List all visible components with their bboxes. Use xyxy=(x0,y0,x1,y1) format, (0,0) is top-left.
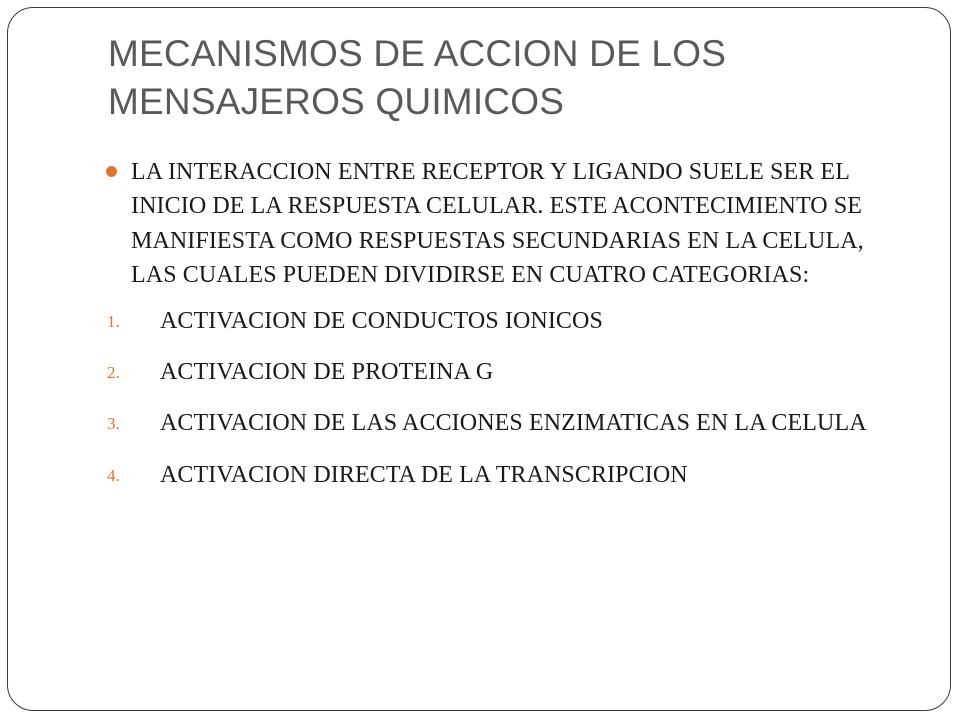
bullet-dot-icon xyxy=(106,166,117,177)
list-item xyxy=(106,458,896,492)
list-item xyxy=(106,304,896,338)
list-number: 1. xyxy=(107,311,120,331)
slide-title: MECANISMOS DE ACCION DE LOS MENSAJEROS QUIMICOS xyxy=(108,33,727,122)
bullet-paragraph xyxy=(106,155,896,293)
list-item xyxy=(106,406,896,440)
list-item-text: ACTIVACION DE CONDUCTOS IONICOS xyxy=(160,307,603,334)
bullet-text: LA INTERACCION ENTRE RECEPTOR Y LIGANDO SUELE SER EL INICIO DE LA RESPUESTA CELULAR. ESTE ACONTECIMIENTO SE MANIFIESTA COMO RESPUESTAS SECUNDARIAS EN LA CELULA, LAS CUALES PUEDEN DIVIDIRSE EN CUATRO CATEGORIAS: xyxy=(131,159,864,289)
list-item xyxy=(106,355,896,389)
list-number: 2. xyxy=(107,363,120,383)
slide-body xyxy=(106,155,896,509)
list-number: 4. xyxy=(107,465,120,485)
list-item-text: ACTIVACION DE PROTEINA G xyxy=(160,359,494,386)
list-item-text: ACTIVACION DIRECTA DE LA TRANSCRIPCION xyxy=(160,461,688,488)
numbered-list xyxy=(106,304,896,493)
list-item-text: ACTIVACION DE LAS ACCIONES ENZIMATICAS EN LA CELULA xyxy=(160,410,867,437)
list-number: 3. xyxy=(107,414,120,434)
